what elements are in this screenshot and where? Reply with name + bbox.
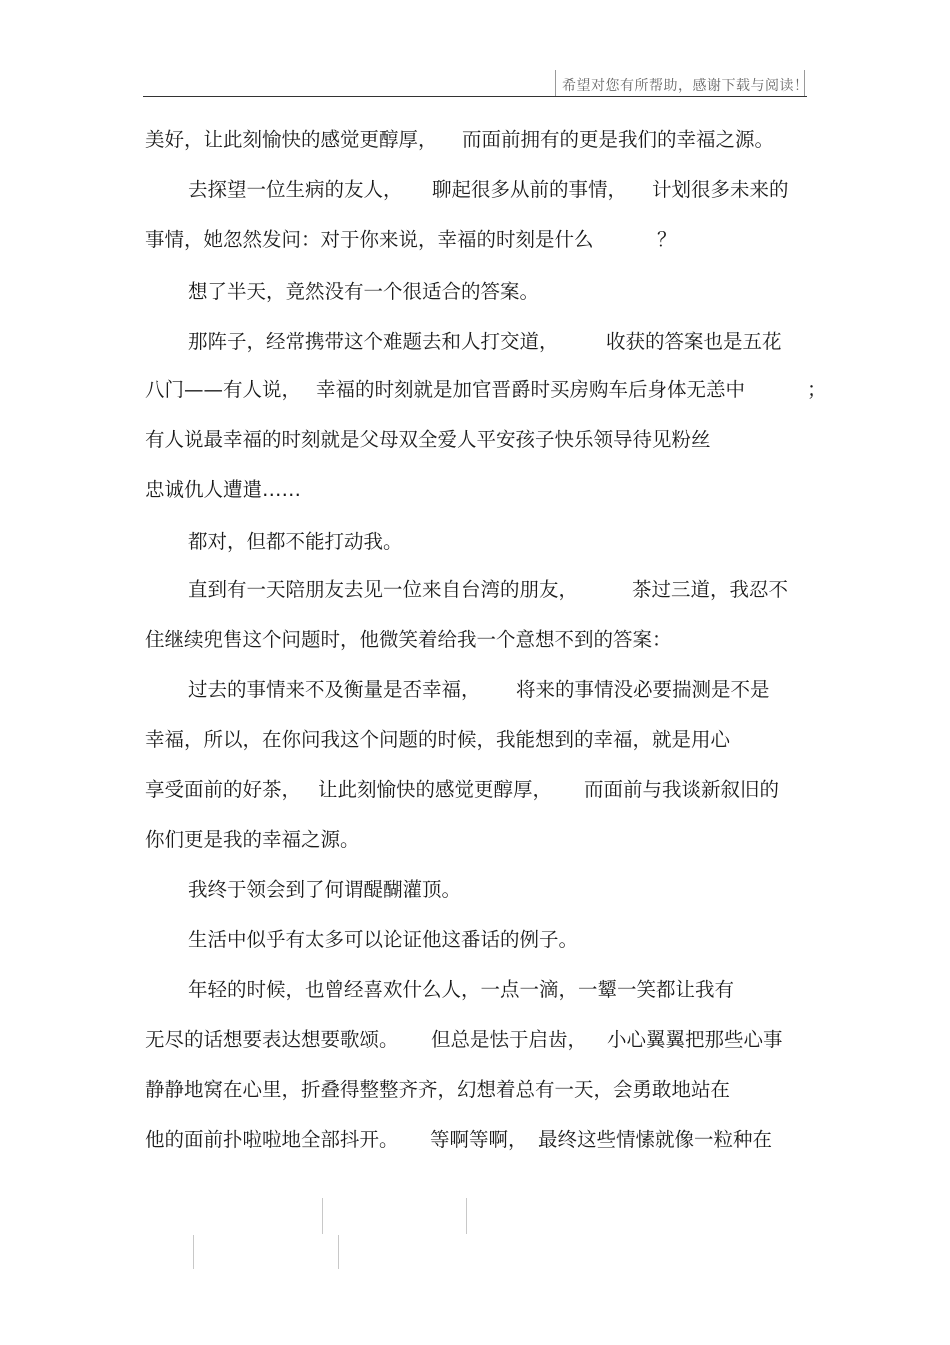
text-fragment: 等啊等啊， (430, 1128, 528, 1151)
vertical-mark (193, 1235, 194, 1269)
text-fragment: 而面前拥有的更是我们的幸福之源。 (462, 128, 775, 151)
text-fragment: 八门——有人说， (145, 378, 302, 401)
text-fragment: 小心翼翼把那些心事 (607, 1028, 783, 1051)
text-fragment: 而面前与我谈新叙旧的 (584, 778, 780, 801)
text-fragment: 我终于领会到了何谓醍醐灌顶。 (188, 878, 462, 901)
text-fragment: 最终这些情愫就像一粒种在 (538, 1128, 773, 1151)
text-fragment: 幸福，所以，在你问我这个问题的时候，我能想到的幸福，就是用心 (145, 728, 731, 751)
text-fragment: 年轻的时候，也曾经喜欢什么人，一点一滴，一颦一笑都让我有 (188, 978, 735, 1001)
text-fragment: 过去的事情来不及衡量是否幸福， (188, 678, 481, 701)
text-fragment: 幸福的时刻就是加官晋爵时买房购车后身体无恙中 (316, 378, 746, 401)
header-rule (143, 96, 807, 97)
text-fragment: 计划很多未来的 (652, 178, 789, 201)
text-fragment: 想了半天，竟然没有一个很适合的答案。 (188, 280, 540, 303)
text-fragment: 将来的事情没必要揣测是不是 (516, 678, 770, 701)
text-fragment: 有人说最幸福的时刻就是父母双全爱人平安孩子快乐领导待见粉丝 (145, 428, 711, 451)
text-fragment: 住继续兜售这个问题时，他微笑着给我一个意想不到的答案： (145, 628, 672, 651)
text-fragment: 静静地窝在心里，折叠得整整齐齐，幻想着总有一天，会勇敢地站在 (145, 1078, 731, 1101)
text-fragment: 茶过三道，我忍不 (632, 578, 789, 601)
text-fragment: ？ (657, 228, 677, 251)
text-fragment: 无尽的话想要表达想要歌颂。 (145, 1028, 399, 1051)
text-fragment: 但总是怯于启齿， (431, 1028, 588, 1051)
text-fragment: 聊起很多从前的事情， (432, 178, 628, 201)
vertical-mark (338, 1235, 339, 1269)
text-fragment: 你们更是我的幸福之源。 (145, 828, 360, 851)
text-fragment: 收获的答案也是五花 (606, 330, 782, 353)
text-fragment: 都对，但都不能打动我。 (188, 530, 403, 553)
text-fragment: 美好，让此刻愉快的感觉更醇厚， (145, 128, 438, 151)
text-fragment: 直到有一天陪朋友去见一位来自台湾的朋友， (188, 578, 579, 601)
text-fragment: 享受面前的好茶， (145, 778, 302, 801)
text-fragment: 去探望一位生病的友人， (188, 178, 403, 201)
vertical-mark (322, 1198, 323, 1234)
text-fragment: 生活中似乎有太多可以论证他这番话的例子。 (188, 928, 579, 951)
text-fragment: ； (807, 378, 827, 401)
vertical-mark (466, 1198, 467, 1234)
header-text: 希望对您有所帮助，感谢下载与阅读！ (562, 78, 809, 94)
text-fragment: 他的面前扑啦啦地全部抖开。 (145, 1128, 399, 1151)
text-fragment: 忠诚仇人遭遣…… (145, 478, 302, 501)
text-fragment: 让此刻愉快的感觉更醇厚， (318, 778, 553, 801)
text-fragment: 事情，她忽然发问：对于你来说，幸福的时刻是什么 (145, 228, 594, 251)
text-fragment: 那阵子，经常携带这个难题去和人打交道， (188, 330, 559, 353)
